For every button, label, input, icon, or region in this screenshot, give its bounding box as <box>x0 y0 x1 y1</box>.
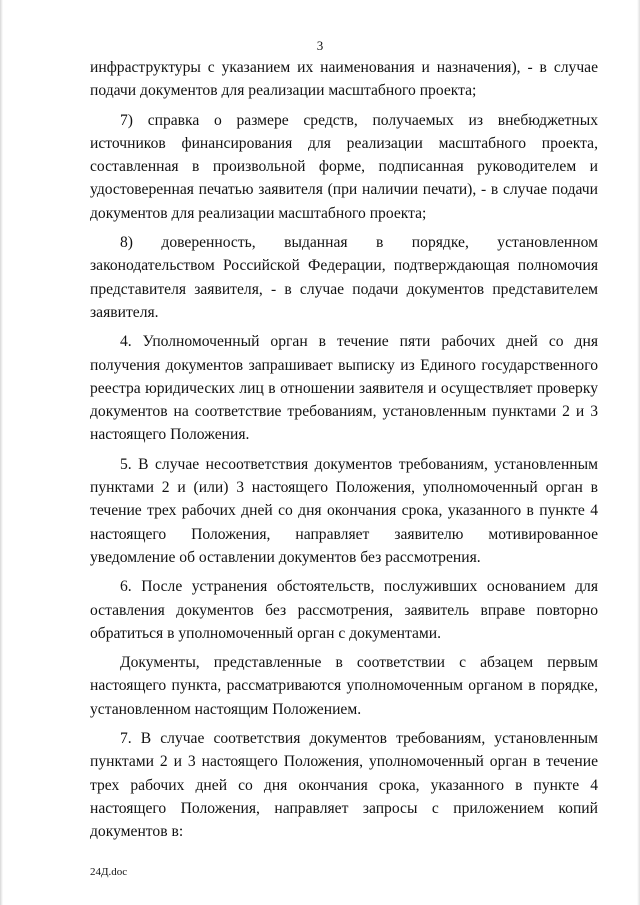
paragraph-clause-7: 7. В случае соответствия документов требованиям, установленным пунктами 2 и 3 настоящего Положения, уполномоченный орган в течение трех рабочих дней со дня окончания срока, указанного в пункте 4 настоящего Положения, направляет запросы с приложением копий документов в: <box>90 730 598 841</box>
document-body <box>90 56 598 850</box>
scan-edge-left <box>0 0 3 905</box>
footer-filename: 24Д.doc <box>90 866 128 878</box>
paragraph-clause-5: 5. В случае несоответствия документов требованиям, установленным пунктами 2 и (или) 3 настоящего Положения, уполномоченный орган в течение трех рабочих дней со дня окончания срока, указанного в пункте 4 настоящего Положения, направляет заявителю мотивированное уведомление об оставлении документов без рассмотрения. <box>90 455 598 566</box>
paragraph-clause-6-second: Документы, представленные в соответствии с абзацем первым настоящего пункта, рассматриваются уполномоченным органом в порядке, установленном настоящим Положением. <box>90 654 598 718</box>
paragraph-clause-4: 4. Уполномоченный орган в течение пяти рабочих дней со дня получения документов запрашивает выписку из Единого государственного реестра юридических лиц в отношении заявителя и осуществляет проверку документов на соответствие требованиям, установленным пунктами 2 и 3 настоящего Положения. <box>90 333 598 444</box>
page-number: 3 <box>316 38 324 53</box>
paragraph-continuation: инфраструктуры с указанием их наименования и назначения), - в случае подачи документов для реализации масштабного проекта; <box>90 59 598 100</box>
paragraph-item-8: 8) доверенность, выданная в порядке, установленном законодательством Российской Федерации, подтверждающая полномочия представителя заявителя, - в случае подачи документов представителем заявителя. <box>90 234 598 321</box>
paragraph-clause-6: 6. После устранения обстоятельств, послуживших основанием для оставления документов без рассмотрения, заявитель вправе повторно обратиться в уполномоченный орган с документами. <box>90 578 598 642</box>
paragraph-item-7: 7) справка о размере средств, получаемых из внебюджетных источников финансирования для реализации масштабного проекта, составленная в произвольной форме, подписанная руководителем и удостоверенная печатью заявителя (при наличии печати), - в случае подачи документов для реализации масштабного проекта; <box>90 111 598 222</box>
